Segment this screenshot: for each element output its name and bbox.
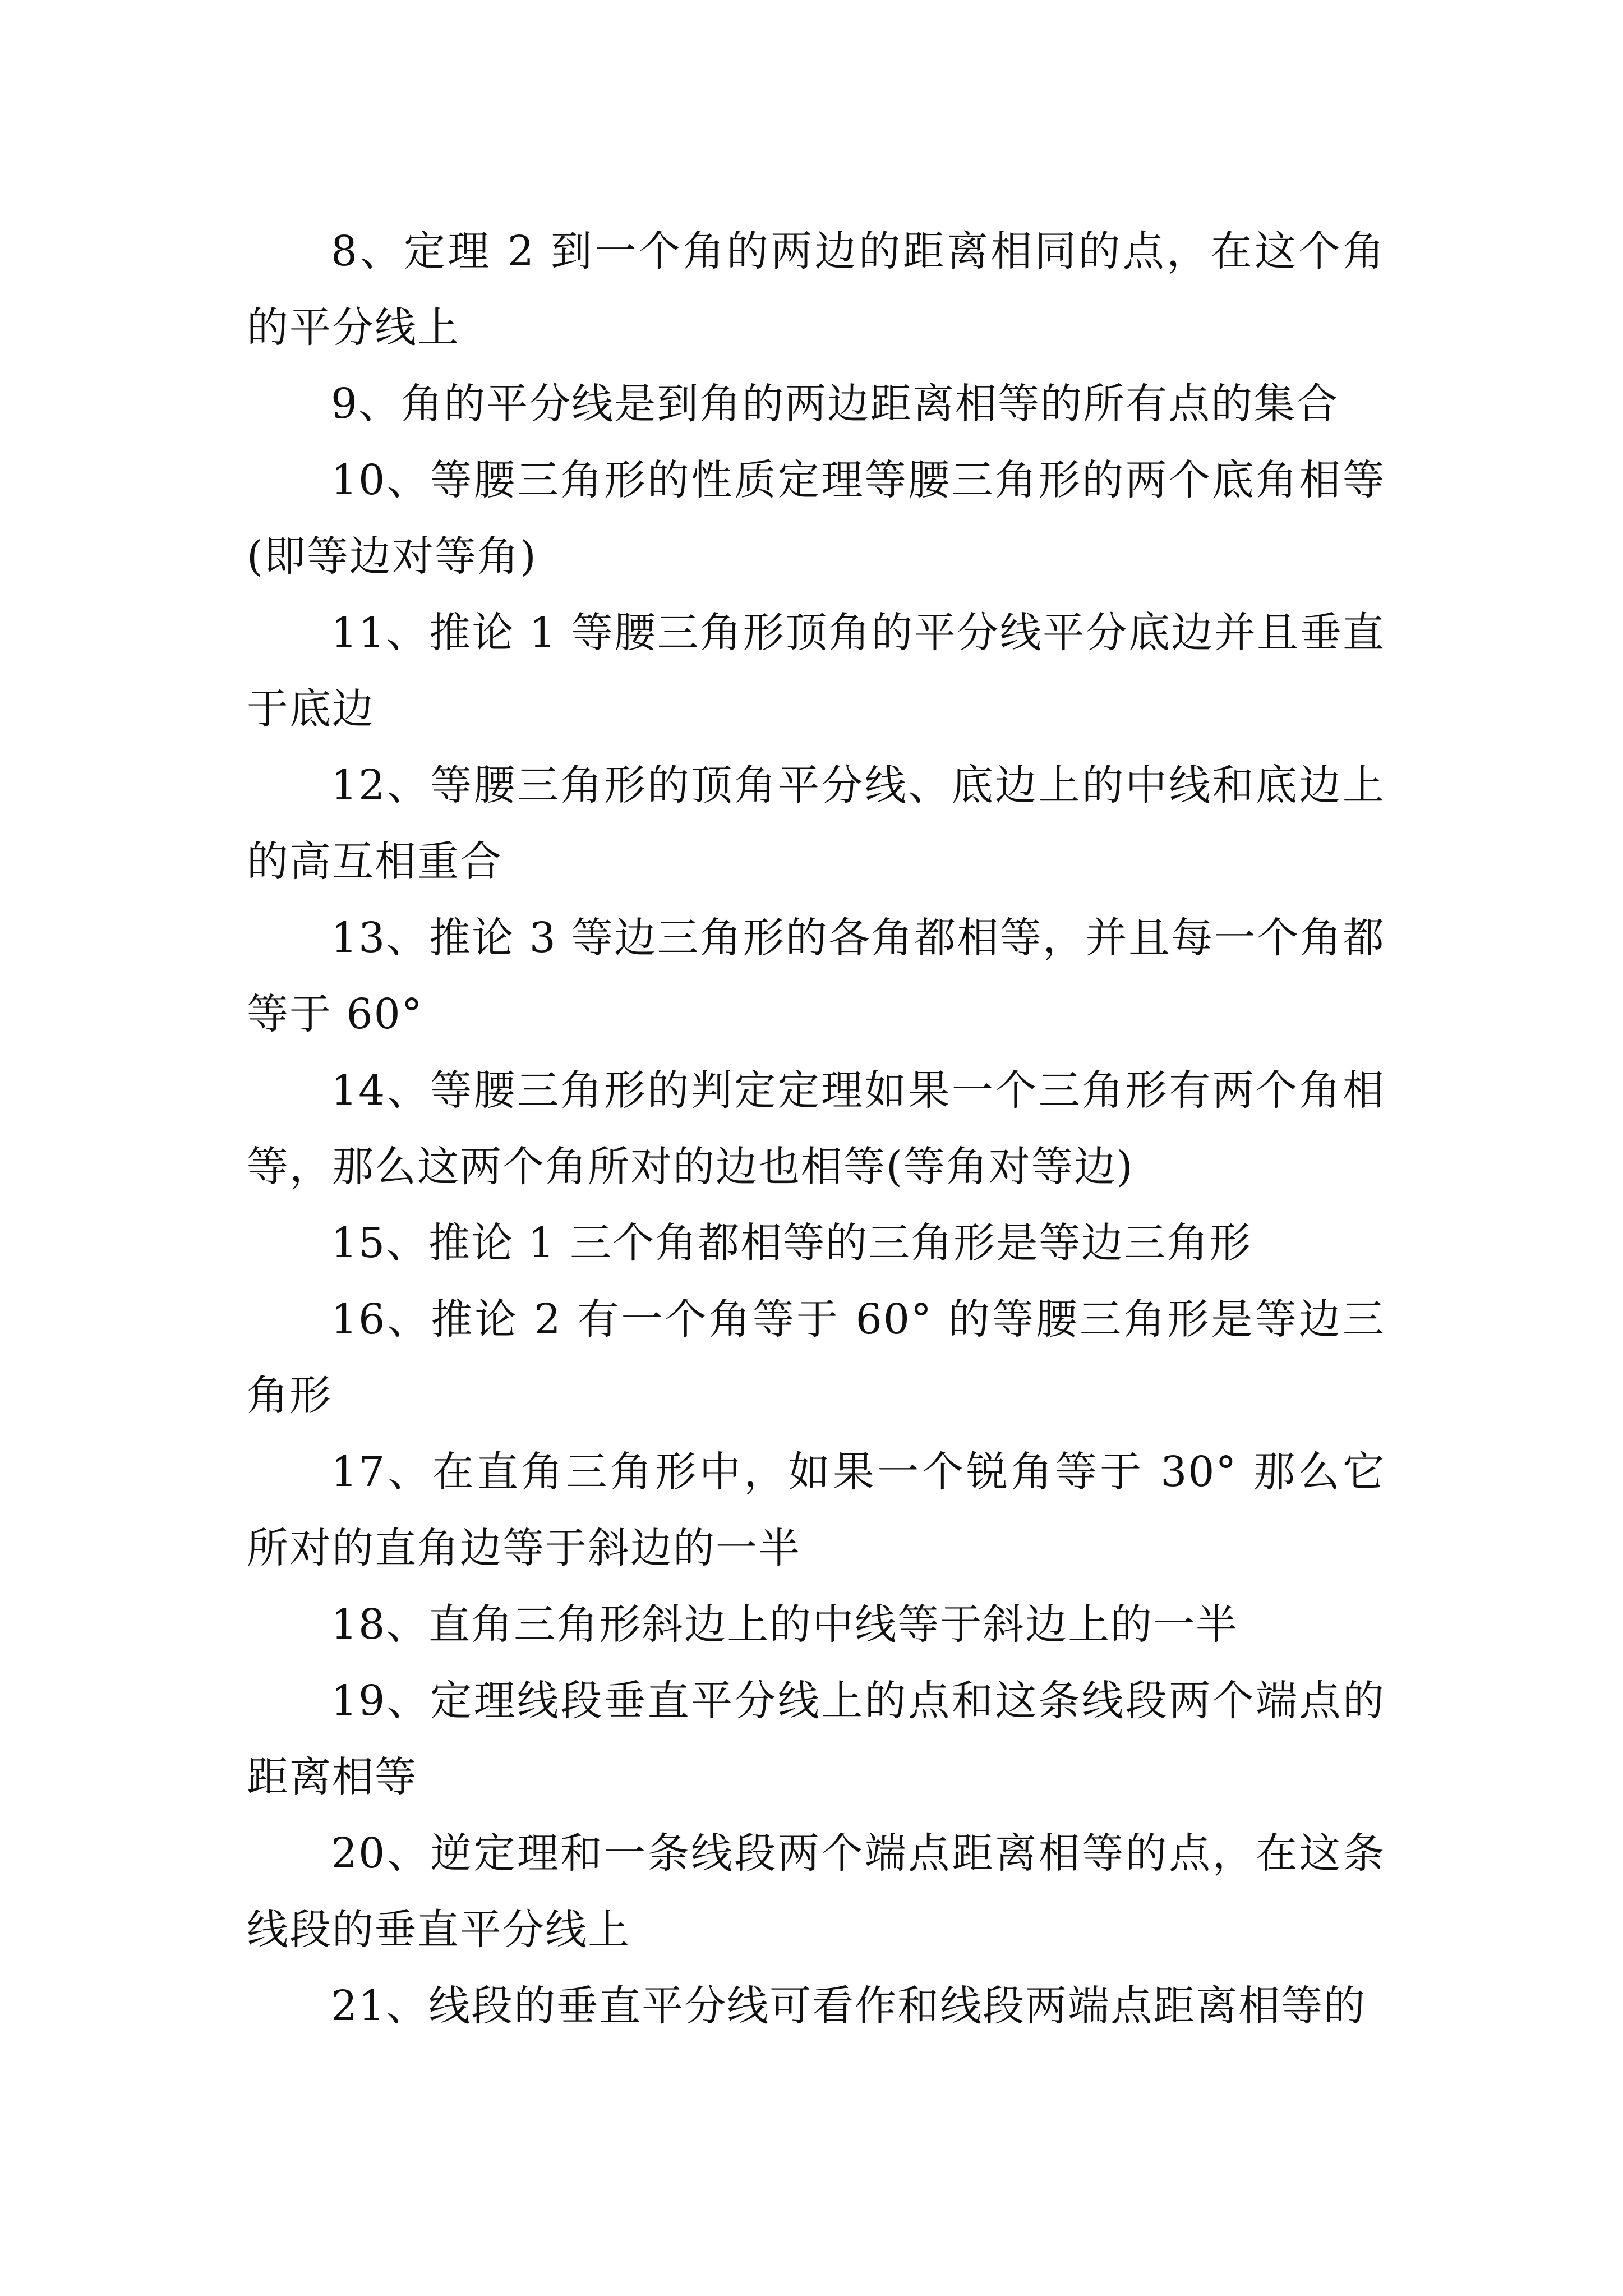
theorem-paragraph-14: 14、等腰三角形的判定定理如果一个三角形有两个角相等，那么这两个角所对的边也相等(等角对等边) xyxy=(247,1066,1385,1191)
theorem-paragraph-20: 20、逆定理和一条线段两个端点距离相等的点，在这条线段的垂直平分线上 xyxy=(247,1829,1385,1954)
theorem-paragraph-17: 17、在直角三角形中，如果一个锐角等于 30° 那么它所对的直角边等于斜边的一半 xyxy=(247,1448,1385,1572)
theorem-paragraph-12: 12、等腰三角形的顶角平分线、底边上的中线和底边上的高互相重合 xyxy=(247,761,1385,886)
theorem-paragraph-16: 16、推论 2 有一个角等于 60° 的等腰三角形是等边三角形 xyxy=(247,1295,1385,1420)
theorem-paragraph-10: 10、等腰三角形的性质定理等腰三角形的两个底角相等(即等边对等角) xyxy=(247,456,1385,581)
theorem-paragraph-21: 21、线段的垂直平分线可看作和线段两端点距离相等的 xyxy=(331,1982,1367,2030)
theorem-paragraph-11: 11、推论 1 等腰三角形顶角的平分线平分底边并且垂直于底边 xyxy=(247,609,1385,733)
theorem-paragraph-19: 19、定理线段垂直平分线上的点和这条线段两个端点的距离相等 xyxy=(247,1677,1385,1801)
theorem-paragraph-9: 9、角的平分线是到角的两边距离相等的所有点的集合 xyxy=(331,380,1339,428)
theorem-paragraph-13: 13、推论 3 等边三角形的各角都相等，并且每一个角都等于 60° xyxy=(247,914,1385,1038)
theorem-paragraph-15: 15、推论 1 三个角都相等的三角形是等边三角形 xyxy=(331,1219,1252,1267)
theorem-paragraph-18: 18、直角三角形斜边上的中线等于斜边上的一半 xyxy=(331,1600,1239,1649)
document-body xyxy=(247,213,1385,2044)
theorem-paragraph-8: 8、定理 2 到一个角的两边的距离相同的点，在这个角的平分线上 xyxy=(247,227,1385,352)
